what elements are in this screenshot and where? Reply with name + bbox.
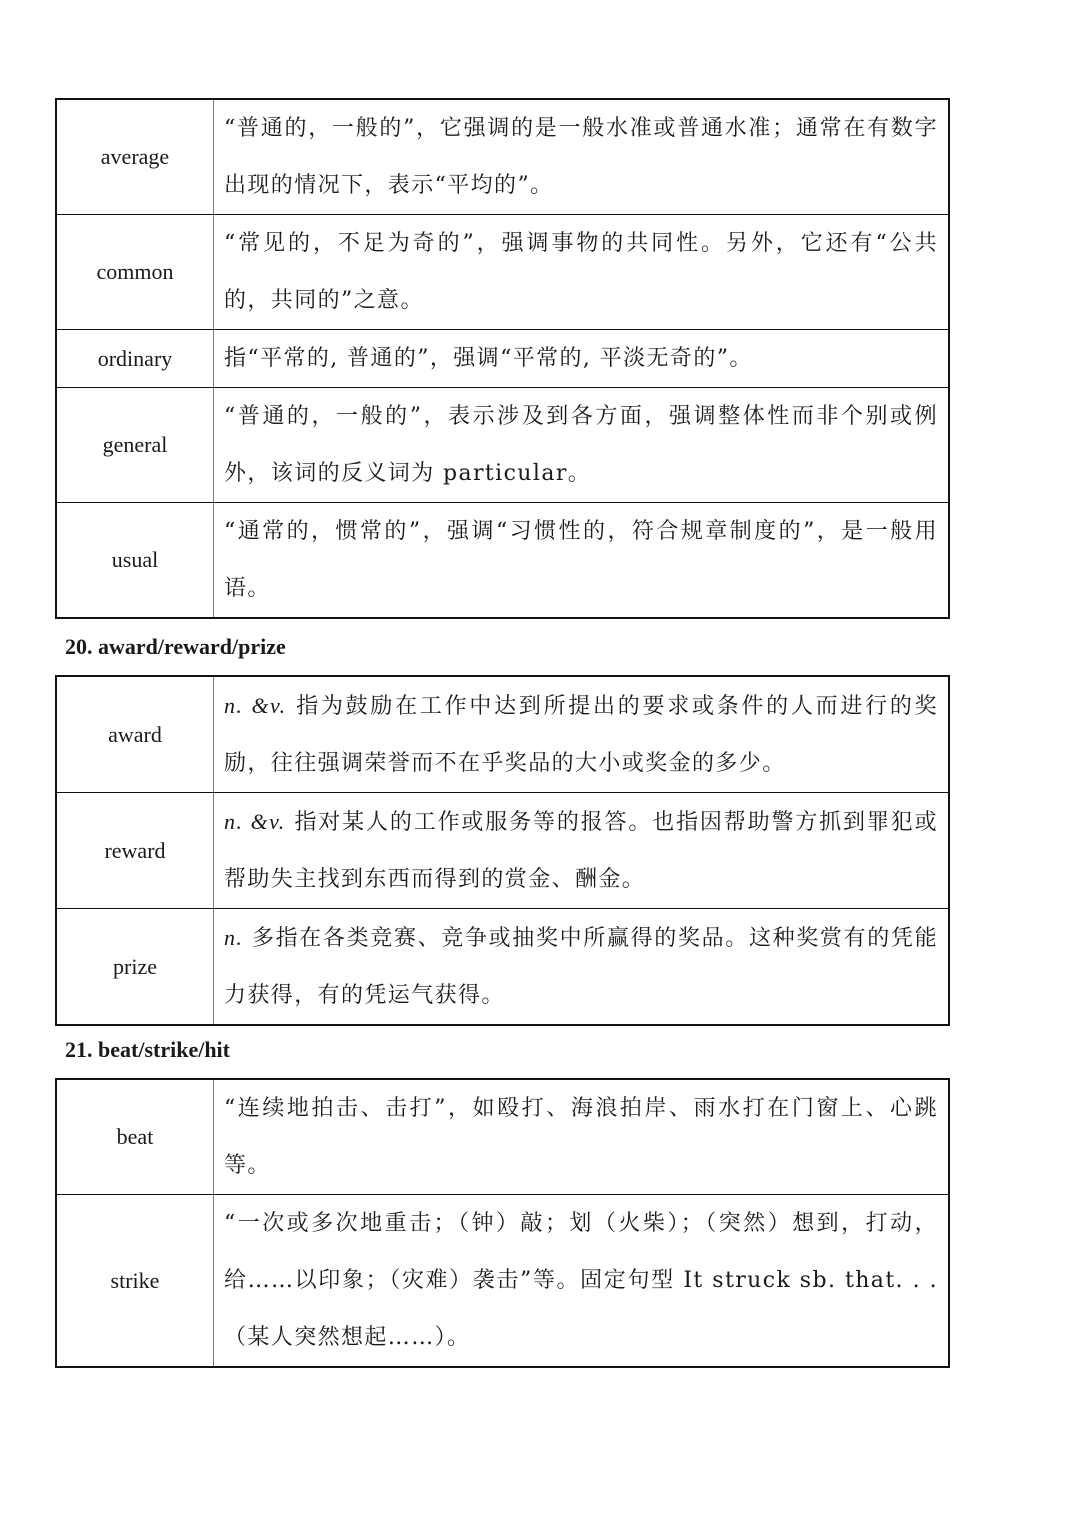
part-of-speech: n. &v. — [224, 809, 286, 834]
definition-cell — [214, 909, 950, 1026]
word-cell: beat — [56, 1079, 214, 1195]
vocab-table-beat — [55, 1078, 950, 1368]
definition-cell: “连续地拍击、击打”，如殴打、海浪拍岸、雨水打在门窗上、心跳等。 — [214, 1079, 950, 1195]
section-heading-20: 20. award/reward/prize — [65, 634, 286, 659]
word-cell: average — [56, 99, 214, 215]
part-of-speech: n. — [224, 925, 244, 950]
definition-cell: “通常的，惯常的”，强调“习惯性的，符合规章制度的”，是一般用语。 — [214, 503, 950, 619]
definition-cell: “常见的，不足为奇的”，强调事物的共同性。另外，它还有“公共的，共同的”之意。 — [214, 215, 950, 330]
definition-cell: 指“平常的, 普通的”，强调“平常的, 平淡无奇的”。 — [214, 330, 950, 388]
word-cell: general — [56, 388, 214, 503]
table-row — [56, 909, 949, 1026]
table-row — [56, 330, 949, 388]
table-row — [56, 215, 949, 330]
word-cell: prize — [56, 909, 214, 1026]
word-cell: ordinary — [56, 330, 214, 388]
word-cell: strike — [56, 1195, 214, 1368]
part-of-speech: n. &v. — [224, 693, 287, 718]
word-cell: common — [56, 215, 214, 330]
definition-cell — [214, 793, 950, 909]
table-row — [56, 388, 949, 503]
table-row — [56, 676, 949, 793]
table-row — [56, 99, 949, 215]
word-cell: usual — [56, 503, 214, 619]
word-cell: award — [56, 676, 214, 793]
definition-text: 多指在各类竞赛、竞争或抽奖中所赢得的奖品。这种奖赏有的凭能力获得，有的凭运气获得。 — [224, 926, 938, 1008]
table-row — [56, 793, 949, 909]
definition-cell: “普通的，一般的”，它强调的是一般水准或普通水准；通常在有数字出现的情况下，表示“平均的”。 — [214, 99, 950, 215]
word-cell: reward — [56, 793, 214, 909]
vocab-table-award — [55, 675, 950, 1026]
definition-text: 指对某人的工作或服务等的报答。也指因帮助警方抓到罪犯或帮助失主找到东西而得到的赏金、酬金。 — [224, 810, 938, 892]
definition-cell: “普通的，一般的”，表示涉及到各方面，强调整体性而非个别或例外，该词的反义词为 particular。 — [214, 388, 950, 503]
table-row — [56, 1079, 949, 1195]
definition-cell: “一次或多次地重击；（钟）敲；划（火柴）；（突然）想到，打动，给……以印象；（灾难）袭击”等。固定句型 It struck sb. that. . . （某人突然想起……）。 — [214, 1195, 950, 1368]
table-row — [56, 1195, 949, 1368]
table-row — [56, 503, 949, 619]
section-heading-21: 21. beat/strike/hit — [65, 1037, 230, 1062]
definition-cell — [214, 676, 950, 793]
definition-text: 指为鼓励在工作中达到所提出的要求或条件的人而进行的奖励，往往强调荣誉而不在乎奖品的大小或奖金的多少。 — [224, 694, 938, 776]
vocab-table-synonyms — [55, 98, 950, 619]
